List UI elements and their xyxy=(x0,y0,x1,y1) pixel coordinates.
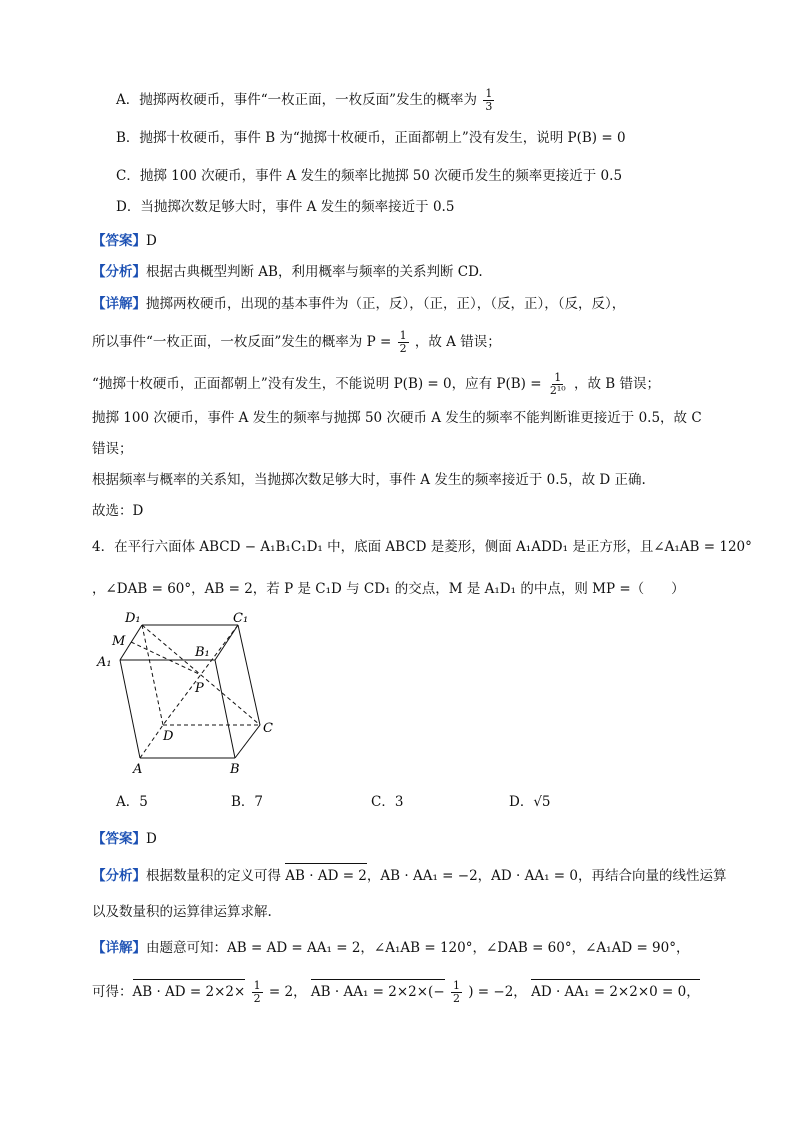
edge-c1-c xyxy=(238,625,260,725)
parallelepiped-figure xyxy=(95,610,295,775)
fraction: $\frac{1}{2}$ xyxy=(399,329,407,355)
answer-q4: 【答案】D xyxy=(92,831,157,847)
detail-q3-line4: 抛掷 100 次硬币，事件 A 发生的频率与抛掷 50 次硬币 A 发生的频率不能判断谁更接近于 0.5，故 C xyxy=(92,410,702,426)
edge-a-d xyxy=(140,725,163,758)
edge-a1-a xyxy=(120,660,140,758)
edge-b-c xyxy=(235,725,260,758)
line-c1-d xyxy=(163,625,238,725)
option-c-q3: C．抛掷 100 次硬币，事件 A 发生的频率比抛掷 50 次硬币发生的频率更接近于 0.5 xyxy=(116,168,623,184)
label-m: M xyxy=(112,634,126,649)
label-c: C xyxy=(263,721,273,736)
detail-q4-line1: 【详解】由题意可知：AB = AD = AA₁ = 2，∠A₁AB = 120°，∠DAB = 60°，∠A₁AD = 90°， xyxy=(92,940,690,956)
analysis-q4-line2: 以及数量积的运算律运算求解. xyxy=(92,904,272,920)
fraction: $\frac{1}{\text{2¹⁰}}$ xyxy=(549,371,566,397)
fraction: $\frac{1}{3}$ xyxy=(485,87,493,113)
option-a-q3: A．抛掷两枚硬币，事件“一枚正面，一枚反面”发生的概率为 $\frac{1}{3}$ xyxy=(116,87,493,113)
detail-q3-line5: 错误； xyxy=(92,441,133,457)
fraction: $\frac{1}{2}$ xyxy=(253,979,261,1005)
edge-b1-b xyxy=(215,660,235,758)
analysis-q4-line1: 【分析】根据数量积的定义可得 AB · AD = 2，AB · AA₁ = −2，AD · AA₁ = 0，再结合向量的线性运算 xyxy=(92,868,727,884)
detail-q3-line3: “抛掷十枚硬币，正面都朝上”没有发生，不能说明 P(B) = 0，应有 P(B) = $\frac{1}{\text{2¹⁰}}$ ，故 B 错误； xyxy=(92,371,660,397)
answer-q3: 【答案】D xyxy=(92,233,157,249)
analysis-q3: 【分析】根据古典概型判断 AB，利用概率与频率的关系判断 CD. xyxy=(92,264,483,280)
option-d-q4: D．√5 xyxy=(509,794,551,810)
option-d-q3: D．当抛掷次数足够大时，事件 A 发生的频率接近于 0.5 xyxy=(116,199,455,215)
detail-q3-line6: 根据频率与概率的关系知，当抛掷次数足够大时，事件 A 发生的频率接近于 0.5，故 D 正确. xyxy=(92,472,646,488)
edge-c1-b1 xyxy=(215,625,238,660)
option-b-q3: B．抛掷十枚硬币，事件 B 为“抛掷十枚硬币，正面都朝上”没有发生，说明 P(B) = 0 xyxy=(116,130,626,146)
label-a1: A₁ xyxy=(97,655,112,670)
option-b-q4: B．7 xyxy=(231,794,264,810)
option-a-q4: A．5 xyxy=(116,794,148,810)
detail-q4-line2: 可得：AB · AD = 2×2× $\frac{1}{2}$ = 2， AB · AA₁ = 2×2×(− $\frac{1}{2}$ ) = −2， AD · AA₁ = 2×2×0 = 0， xyxy=(92,979,700,1005)
detail-q3-line7: 故选：D xyxy=(92,503,144,519)
label-a: A xyxy=(133,762,143,775)
detail-q3-line1: 【详解】抛掷两枚硬币，出现的基本事件为（正，反），（正，正），（反，正），（反，反）， xyxy=(92,296,626,312)
label-d: D xyxy=(163,729,174,744)
line-m-p xyxy=(131,642,201,675)
option-c-q4: C．3 xyxy=(371,794,404,810)
label-p: P xyxy=(195,681,204,696)
question-4-line2: ，∠DAB = 60°，AB = 2，若 P 是 C₁D 与 CD₁ 的交点，M 是 A₁D₁ 的中点，则 MP =（ ） xyxy=(92,581,685,597)
fraction: $\frac{1}{2}$ xyxy=(452,979,460,1005)
label-c1: C₁ xyxy=(233,611,249,626)
label-b1: B₁ xyxy=(195,645,210,660)
label-d1: D₁ xyxy=(125,611,141,626)
question-4-line1: 4．在平行六面体 ABCD − A₁B₁C₁D₁ 中，底面 ABCD 是菱形，侧面 A₁ADD₁ 是正方形，且∠A₁AB = 120° xyxy=(92,539,752,555)
label-b: B xyxy=(230,762,240,775)
detail-q3-line2: 所以事件“一枚正面，一枚反面”发生的概率为 P = $\frac{1}{2}$ ，故 A 错误； xyxy=(92,329,501,355)
